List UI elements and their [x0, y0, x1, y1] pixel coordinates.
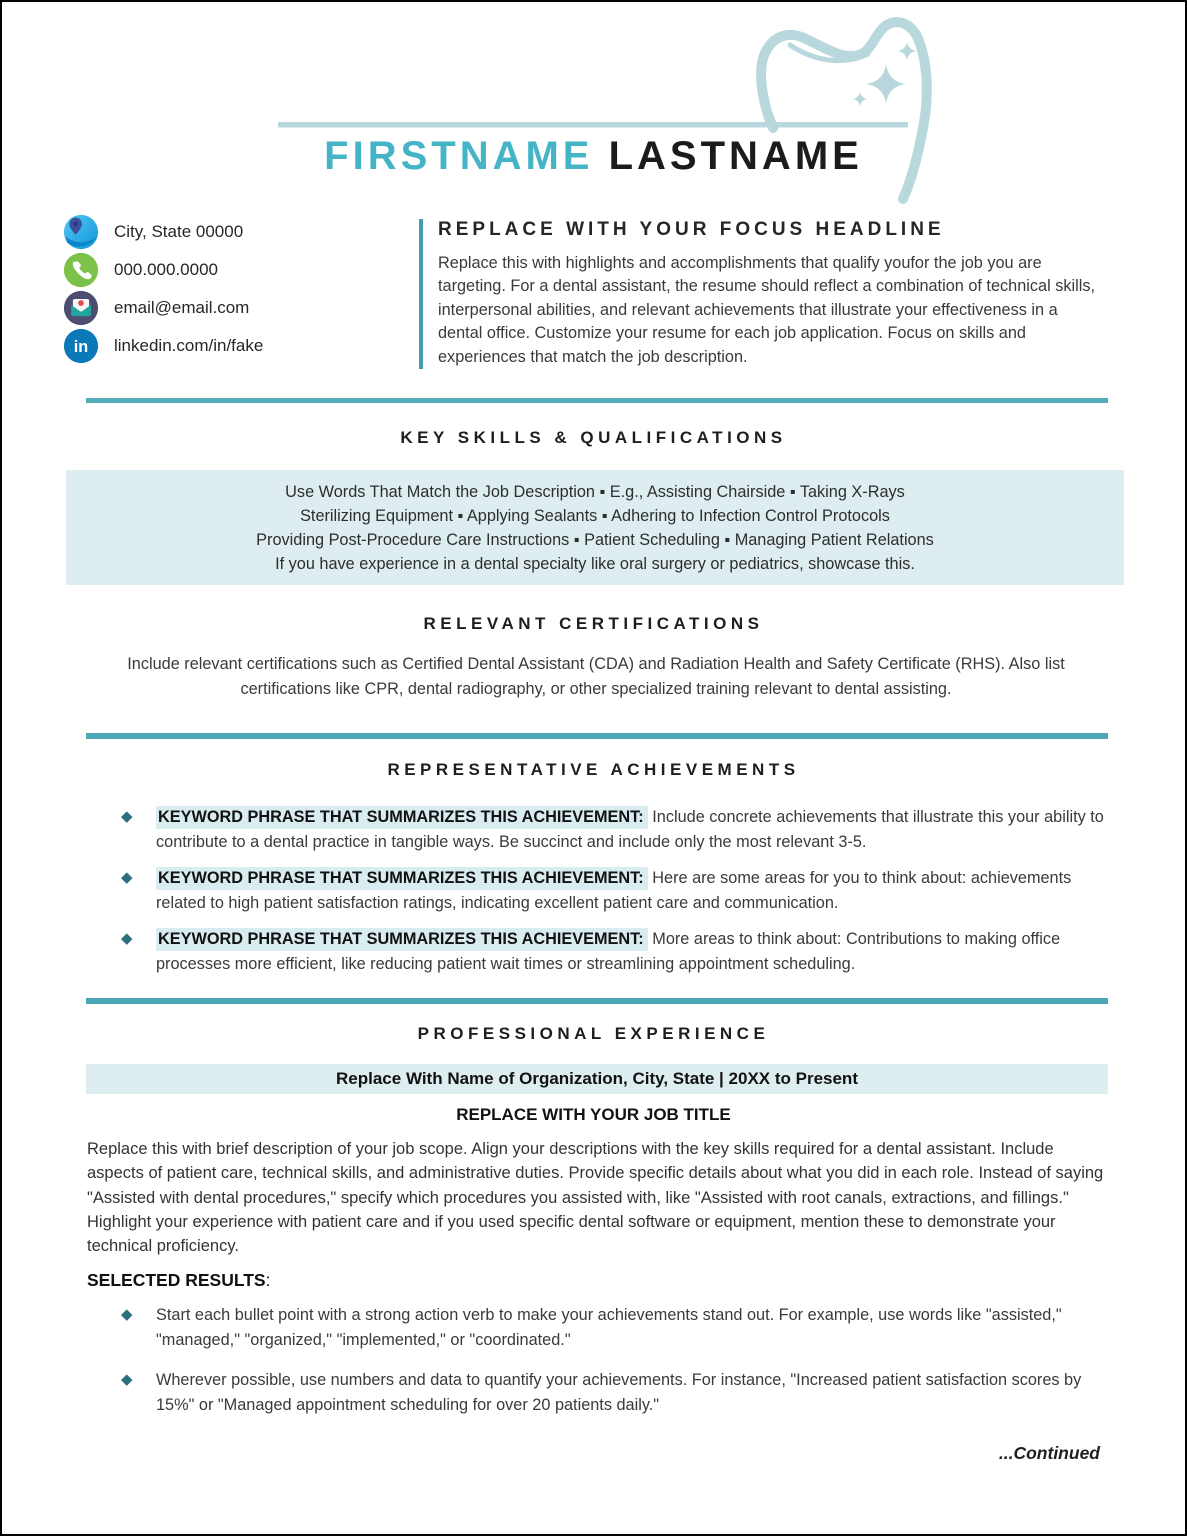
focus-headline-body: Replace this with highlights and accomplishments that qualify youfor the job you are targeting. For a dental assistant, the resume should reflect a combination of technical skills, interpersonal abilities, and relevant achievements that illustrate your effectiveness in a dental office. Customize your resume for each job application. Focus on skills and experiences that match the job description.: [438, 254, 1096, 366]
diamond-bullet-icon: ◆: [121, 930, 133, 947]
svg-text:in: in: [73, 337, 89, 356]
focus-headline-title: REPLACE WITH YOUR FOCUS HEADLINE: [438, 219, 945, 240]
result-text: Start each bullet point with a strong action verb to make your achievements stand out. For example, use words like "assisted," "managed," "organized," "implemented," or "coordinated.": [156, 1306, 1062, 1349]
certifications-heading: RELEVANT CERTIFICATIONS: [423, 614, 764, 633]
job-title: REPLACE WITH YOUR JOB TITLE: [456, 1105, 731, 1124]
contact-linkedin: [63, 328, 415, 364]
first-name: FIRSTNAME: [324, 134, 594, 178]
achievement-body: Here are some areas for you to think about: achievements related to high patient satisfaction ratings, indicating excellent patient care and communication.: [156, 869, 1072, 912]
diamond-bullet-icon: ◆: [121, 808, 133, 825]
achievements-heading: REPRESENTATIVE ACHIEVEMENTS: [387, 760, 800, 779]
achievement-item: [121, 866, 1113, 915]
achievement-text: [156, 805, 1113, 854]
skills-line: Providing Post-Procedure Care Instructions ▪ Patient Scheduling ▪ Managing Patient Relations: [256, 530, 934, 549]
email-icon: [63, 290, 99, 326]
section-divider: [86, 398, 1108, 403]
skills-line: Use Words That Match the Job Description ▪ E.g., Assisting Chairside ▪ Taking X-Rays: [285, 482, 905, 501]
section-divider: [86, 733, 1108, 739]
diamond-bullet-icon: ◆: [121, 1371, 133, 1388]
page-title: [2, 134, 1185, 179]
skills-line: If you have experience in a dental specialty like oral surgery or pediatrics, showcase this.: [275, 554, 915, 573]
job-description: Replace this with brief description of your job scope. Align your descriptions with the key skills required for a dental assistant. Include aspects of patient care, technical skills, and administrative duties. Provide specific details about what you did in each role. Instead of saying "Assisted with dental procedures," specify which procedures you assisted with, like "Assisted with root canals, extractions, and fillings." Highlight your experience with patient care and if you used specific dental software or equipment, mention these to demonstrate your technical proficiency.: [87, 1140, 1104, 1256]
section-divider: [86, 998, 1108, 1004]
linkedin-icon: [63, 328, 99, 364]
selected-results-label: SELECTED RESULTS:: [87, 1270, 271, 1290]
achievement-body: Include concrete achievements that illustrate this your ability to contribute to a dental practice in tangible ways. Be succinct and include only the most relevant 3-5.: [156, 808, 1104, 851]
location-pin-icon: [63, 214, 99, 250]
contact-phone: [63, 252, 415, 288]
achievement-keyword: KEYWORD PHRASE THAT SUMMARIZES THIS ACHIEVEMENT:: [156, 928, 648, 951]
contact-block: [63, 214, 415, 366]
sparkle-icon: [866, 64, 906, 104]
contact-location: [63, 214, 415, 250]
skills-line: Sterilizing Equipment ▪ Applying Sealants ▪ Adhering to Infection Control Protocols: [300, 506, 890, 525]
achievement-keyword: KEYWORD PHRASE THAT SUMMARIZES THIS ACHIEVEMENT:: [156, 806, 648, 829]
contact-phone-text: 000.000.0000: [114, 260, 218, 279]
result-item: [121, 1303, 1113, 1352]
result-text: Wherever possible, use numbers and data to quantify your achievements. For instance, "Increased patient satisfaction scores by 15%" or "Managed appointment scheduling for over 20 patients daily.": [156, 1371, 1082, 1414]
contact-linkedin-text: linkedin.com/in/fake: [114, 336, 264, 355]
sparkle-icon: [853, 92, 867, 106]
experience-heading: PROFESSIONAL EXPERIENCE: [417, 1024, 770, 1043]
achievement-text: [156, 866, 1113, 915]
sparkle-icon: [898, 42, 916, 60]
key-skills-box: [66, 470, 1124, 585]
last-name: LASTNAME: [608, 134, 863, 178]
continued-note: ...Continued: [998, 1443, 1100, 1463]
diamond-bullet-icon: ◆: [121, 1306, 133, 1323]
achievement-body: More areas to think about: Contributions to making office processes more efficient, like reducing patient wait times or streamlining appointment scheduling.: [156, 930, 1061, 973]
result-item: [121, 1368, 1113, 1417]
focus-headline-block: [419, 219, 1106, 369]
phone-icon: [63, 252, 99, 288]
certifications-body: Include relevant certifications such as Certified Dental Assistant (CDA) and Radiation Health and Safety Certificate (RHS). Also list certifications like CPR, dental radiography, or other specialized training relevant to dental assisting.: [127, 655, 1065, 698]
achievement-item: [121, 927, 1113, 976]
diamond-bullet-icon: ◆: [121, 869, 133, 886]
achievement-text: [156, 927, 1113, 976]
contact-email-text: email@email.com: [114, 298, 250, 317]
header-line: [278, 122, 908, 128]
key-skills-heading: KEY SKILLS & QUALIFICATIONS: [400, 428, 787, 447]
organization-bar: Replace With Name of Organization, City, State | 20XX to Present: [86, 1064, 1108, 1094]
achievement-keyword: KEYWORD PHRASE THAT SUMMARIZES THIS ACHIEVEMENT:: [156, 867, 648, 890]
achievement-item: [121, 805, 1113, 854]
contact-location-text: City, State 00000: [114, 222, 244, 241]
tooth-logo: [2, 2, 1187, 217]
contact-email: [63, 290, 415, 326]
